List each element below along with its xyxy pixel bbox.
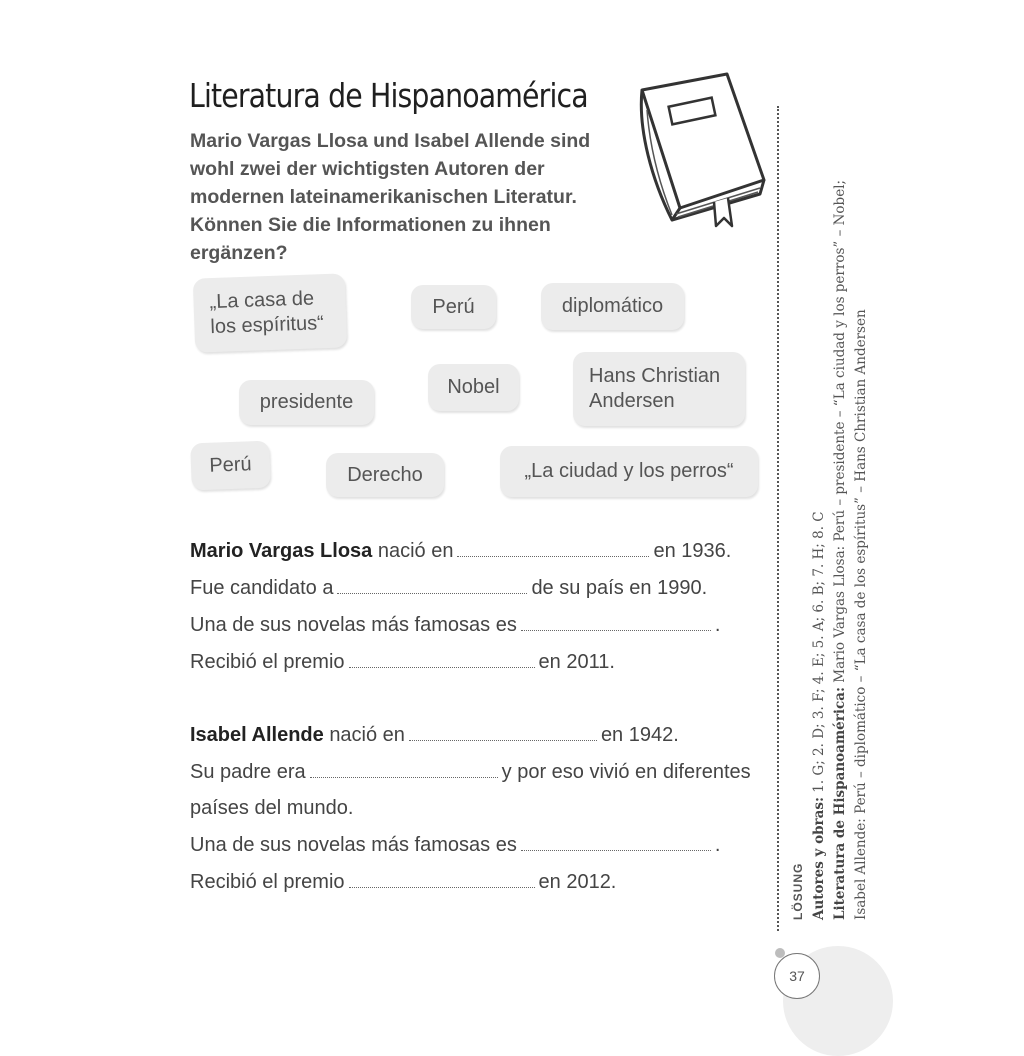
word-chip-diplomatico: diplomático	[541, 283, 684, 330]
word-chip-peru: Perú	[411, 285, 496, 329]
solution-line-3: Isabel Allende: Perú – diplomático – “La casa de los espíritus” – Hans Christian Andersen	[853, 309, 869, 920]
answer-blank[interactable]	[457, 538, 649, 557]
word-chip-nobel: Nobel	[428, 364, 519, 411]
word-chip-la-casa-de-los-espiritus: „La casa de los espíritus“	[193, 273, 347, 352]
author-name: Mario Vargas Llosa	[190, 540, 373, 562]
answer-blank[interactable]	[521, 612, 711, 631]
answer-blank[interactable]	[310, 759, 498, 778]
answer-blank[interactable]	[349, 869, 535, 888]
allende-line-3: países del mundo.	[190, 797, 354, 819]
dotted-divider	[777, 106, 779, 931]
word-chip-hans-christian-andersen: Hans Christian Andersen	[573, 352, 745, 426]
allende-line-4: Una de sus novelas más famosas es .	[190, 834, 721, 856]
vargas-line-4: Recibió el premio en 2011.	[190, 651, 615, 673]
word-chip-la-ciudad-y-los-perros: „La ciudad y los perros“	[500, 446, 758, 497]
page-title: Literatura de Hispanoamérica	[189, 76, 588, 115]
answer-blank[interactable]	[521, 832, 711, 851]
answer-blank[interactable]	[337, 575, 527, 594]
page-number: 37	[774, 953, 820, 999]
allende-line-2: Su padre era y por eso vivió en diferentes	[190, 761, 751, 783]
vargas-line-2: Fue candidato a de su país en 1990.	[190, 577, 708, 599]
intro-text: Mario Vargas Llosa und Isabel Allende sind wohl zwei der wichtigsten Autoren der modernen lateinamerikanischen Literatur. Können Sie die Informationen zu ihnen ergänzen?	[190, 130, 591, 264]
author-name: Isabel Allende	[190, 724, 324, 746]
solution-line-2: Literatura de Hispanoamérica: Mario Vargas Llosa: Perú – presidente – “La ciudad y los perros” – Nobel;	[832, 179, 848, 920]
answer-blank[interactable]	[349, 649, 535, 668]
book-illustration	[632, 70, 772, 230]
word-chip-derecho: Derecho	[326, 453, 444, 497]
word-chip-peru: Perú	[190, 441, 271, 491]
allende-line-1: Isabel Allende nació en en 1942.	[190, 724, 679, 746]
solution-line-1: Autores y obras: 1. G; 2. D; 3. F; 4. E; 5. A; 6. B; 7. H; 8. C	[811, 511, 827, 920]
vargas-line-1: Mario Vargas Llosa nació en en 1936.	[190, 540, 732, 562]
solution-heading: LÖSUNG	[791, 862, 805, 920]
answer-blank[interactable]	[409, 722, 597, 741]
vargas-line-3: Una de sus novelas más famosas es .	[190, 614, 721, 636]
word-chip-presidente: presidente	[239, 380, 374, 425]
solution-box	[788, 160, 872, 920]
allende-line-5: Recibió el premio en 2012.	[190, 871, 617, 893]
